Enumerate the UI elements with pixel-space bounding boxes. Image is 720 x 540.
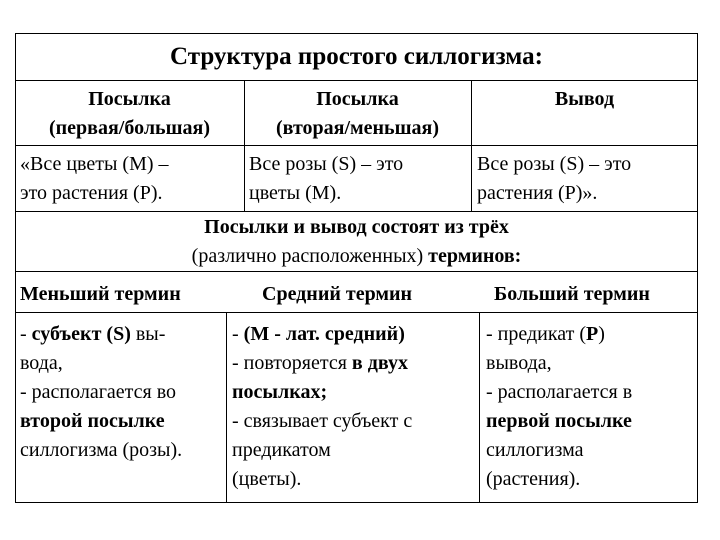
term-header-major: Больший термин	[494, 283, 650, 305]
term-header-middle: Средний термин	[262, 283, 413, 305]
example-premise2-line2: цветы (М).	[249, 182, 342, 204]
example-premise1-line2: это растения (Р).	[20, 182, 163, 204]
divider-under-headers	[15, 145, 698, 146]
major-term-line3: - располагается в	[486, 381, 633, 403]
header-conclusion: Вывод	[554, 88, 615, 110]
major-term-line6: (растения).	[486, 468, 581, 490]
header-premise2-line1: Посылка	[316, 88, 399, 110]
minor-term-line2: вода,	[20, 352, 63, 374]
divider-under-terms-intro	[15, 271, 698, 272]
middle-term-line6: (цветы).	[232, 468, 302, 490]
major-term-line4: первой посылке	[486, 410, 632, 432]
example-premise2-line1: Все розы (S) – это	[249, 153, 404, 175]
divider-under-term-headers	[15, 312, 698, 313]
major-term-line1: - предикат (Р)	[486, 323, 605, 345]
minor-term-line3: - располагается во	[20, 381, 177, 403]
middle-term-line2: - повторяется в двух	[232, 352, 408, 374]
divider-under-title	[15, 80, 698, 81]
middle-term-line1: - (М - лат. средний)	[232, 323, 405, 345]
page-title: Структура простого силлогизма:	[170, 43, 543, 70]
major-term-line2: вывода,	[486, 352, 552, 374]
example-premise1-line1: «Все цветы (М) –	[20, 153, 169, 175]
col-divider-4	[479, 312, 480, 503]
header-premise2-line2: (вторая/меньшая)	[276, 117, 439, 139]
minor-term-line1: - субъект (S) вы-	[20, 323, 166, 345]
major-term-line5: силлогизма	[486, 439, 584, 461]
terms-intro-line1: Посылки и вывод состоят из трёх	[204, 216, 509, 238]
example-conclusion-line2: растения (Р)».	[477, 182, 598, 204]
example-conclusion-line1: Все розы (S) – это	[477, 153, 632, 175]
col-divider-3	[226, 312, 227, 503]
header-premise1-line1: Посылка	[88, 88, 171, 110]
term-header-minor: Меньший термин	[20, 283, 181, 305]
middle-term-line4: - связывает субъект с	[232, 410, 413, 432]
header-premise1-line2: (первая/большая)	[49, 117, 210, 139]
middle-term-line3: посылках;	[232, 381, 328, 403]
minor-term-line5: силлогизма (розы).	[20, 439, 183, 461]
middle-term-line5: предикатом	[232, 439, 331, 461]
terms-intro-line2: (различно расположенных) терминов:	[191, 245, 522, 267]
divider-under-examples	[15, 211, 698, 212]
minor-term-line4: второй посылке	[20, 410, 165, 432]
